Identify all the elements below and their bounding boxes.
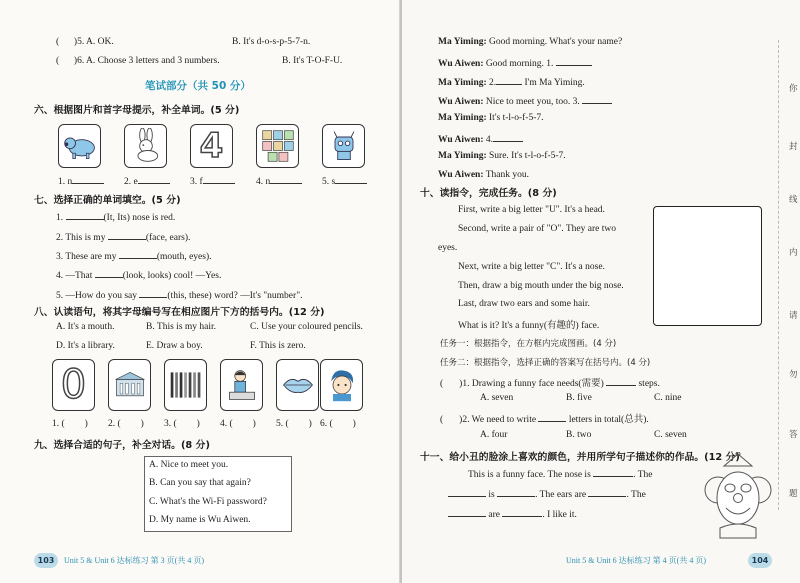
dialogue-line-3[interactable]: Ma Yiming: 2. I'm Ma Yiming. <box>438 75 585 88</box>
section6-answer-3[interactable]: 3. f <box>190 174 235 187</box>
number-four-glyph: 4 <box>199 126 224 166</box>
drawing-box[interactable] <box>653 206 762 326</box>
instruction-6: What is it? It's a funny(有趣的) face. <box>458 321 600 331</box>
section6-picture-1 <box>58 124 101 168</box>
side-notice-char-8: 题 <box>789 489 798 499</box>
side-notice-char-3: 线 <box>789 195 798 205</box>
robot-creature-icon <box>326 128 362 164</box>
mouth-lips-icon <box>280 367 316 403</box>
dialogue-line-7: Ma Yiming: Sure. It's t-l-o-f-5-7. <box>438 151 566 161</box>
task2-text: 任务二：根据指令，选择正确的答案写在括号内。(4 分) <box>440 358 651 368</box>
section8-option-f: F. This is zero. <box>250 341 306 351</box>
section6-answer-2[interactable]: 2. e <box>124 174 170 187</box>
section8-picture-5 <box>276 359 319 411</box>
section10-title: 十、读指令，完成任务。(8 分) <box>420 188 557 199</box>
section9-option-b: B. Can you say that again? <box>149 478 251 488</box>
dialogue-line-1: Ma Yiming: Good morning. What's your name? <box>438 37 623 47</box>
clown-face-icon <box>700 452 776 540</box>
clown-face-illustration[interactable] <box>700 452 776 540</box>
instruction-2-cont: eyes. <box>438 243 458 253</box>
section11-line-2[interactable]: is . The ears are . The <box>448 487 646 500</box>
section6-picture-4 <box>256 124 299 168</box>
section8-option-d: D. It's a library. <box>56 341 115 351</box>
number-zero-glyph: 0 <box>60 362 87 408</box>
section8-option-c: C. Use your coloured pencils. <box>250 322 363 332</box>
rabbit-ears-icon <box>128 128 164 164</box>
section6-picture-2 <box>124 124 167 168</box>
section6-answer-5[interactable]: 5. s <box>322 174 367 187</box>
q2-option-c: C. seven <box>654 430 687 440</box>
library-building-icon <box>112 367 148 403</box>
section9-title: 九、选择合适的句子，补全对话。(8 分) <box>34 440 210 451</box>
item-6: ( )6. A. Choose 3 letters and 3 numbers. <box>56 56 220 66</box>
item-6-option-b: B. It's T-O-F-U. <box>282 56 343 66</box>
section7-item-3[interactable]: 3. These are my (mouth, eyes). <box>56 249 212 262</box>
q2-option-b: B. two <box>566 430 592 440</box>
section8-picture-2 <box>108 359 151 411</box>
dialogue-line-2[interactable]: Wu Aiwen: Good morning. 1. <box>438 56 592 69</box>
task1-text: 任务一：根据指令，在方框内完成图画。(4 分) <box>440 339 617 349</box>
side-notice-char-1: 你 <box>789 84 798 94</box>
section8-bracket-2[interactable]: 2. ( ) <box>108 419 144 429</box>
coloured-pencils-icon <box>168 367 204 403</box>
section8-bracket-4[interactable]: 4. ( ) <box>220 419 256 429</box>
section8-bracket-5[interactable]: 5. ( ) <box>276 419 312 429</box>
side-notice-char-4: 内 <box>789 248 798 258</box>
section8-bracket-6[interactable]: 6. ( ) <box>320 419 356 429</box>
dialogue-line-5: Ma Yiming: It's t-l-o-f-5-7. <box>438 113 544 123</box>
task2-question-1[interactable]: ( )1. Drawing a funny face needs(需要) steps. <box>440 375 660 389</box>
side-notice-char-2: 封 <box>789 142 798 152</box>
item-5: ( )5. A. OK. <box>56 37 114 47</box>
side-notice-char-7: 答 <box>789 430 798 440</box>
section7-item-4[interactable]: 4. —That (look, looks) cool! —Yes. <box>56 268 221 281</box>
q1-option-a: A. seven <box>480 393 514 403</box>
section6-answer-1[interactable]: 1. n <box>58 174 104 187</box>
section9-option-d: D. My name is Wu Aiwen. <box>149 515 251 525</box>
boy-hair-icon <box>324 367 360 403</box>
instruction-5: Last, draw two ears and some hair. <box>458 299 590 309</box>
section7-title: 七、选择正确的单词填空。(5 分) <box>34 195 181 206</box>
side-notice-char-5: 请 <box>789 311 798 321</box>
section9-option-c: C. What's the Wi-Fi password? <box>149 497 267 507</box>
q2-option-a: A. four <box>480 430 508 440</box>
section8-picture-6 <box>320 359 363 411</box>
binding-dash-line <box>778 40 779 510</box>
instruction-3: Next, write a big letter "C". It's a nose. <box>458 262 605 272</box>
section8-option-e: E. Draw a boy. <box>146 341 203 351</box>
section8-option-b: B. This is my hair. <box>146 322 217 332</box>
left-footer-text: Unit 5 & Unit 6 达标练习 第 3 页(共 4 页) <box>64 556 204 565</box>
section8-bracket-3[interactable]: 3. ( ) <box>164 419 200 429</box>
section11-line-3[interactable]: are . I like it. <box>448 507 577 520</box>
right-page-number: 104 <box>748 553 772 568</box>
section9-option-a: A. Nice to meet you. <box>149 460 229 470</box>
boy-drawing-icon <box>224 367 260 403</box>
section8-title: 八、认读语句，将其字母编号写在相应图片下方的括号内。(12 分) <box>34 307 325 318</box>
dialogue-line-8: Wu Aiwen: Thank you. <box>438 170 529 180</box>
dialogue-line-6[interactable]: Wu Aiwen: 4. <box>438 132 523 145</box>
dialogue-line-4[interactable]: Wu Aiwen: Nice to meet you, too. 3. <box>438 94 612 107</box>
section6-title: 六、根据图片和首字母提示，补全单词。(5 分) <box>34 105 240 116</box>
section8-bracket-1[interactable]: 1. ( ) <box>52 419 88 429</box>
section9-options-box <box>144 456 292 532</box>
section6-picture-3 <box>190 124 233 168</box>
instruction-2: Second, write a pair of "O". They are two <box>458 224 616 234</box>
section8-option-a: A. It's a mouth. <box>56 322 115 332</box>
section8-picture-3 <box>164 359 207 411</box>
right-footer-text: Unit 5 & Unit 6 达标练习 第 4 页(共 4 页) <box>566 556 706 565</box>
numbers-grid-icon <box>260 128 296 164</box>
item-5-option-b: B. It's d-o-s-p-5-7-n. <box>232 37 311 47</box>
left-page-number: 103 <box>34 553 58 568</box>
section6-picture-5 <box>322 124 365 168</box>
section8-picture-1 <box>52 359 95 411</box>
q1-option-b: B. five <box>566 393 592 403</box>
instruction-1: First, write a big letter "U". It's a head. <box>458 205 605 215</box>
section7-item-1[interactable]: 1. (It, Its) nose is red. <box>56 210 175 223</box>
section11-title: 十一、给小丑的脸涂上喜欢的颜色，并用所学句子描述你的作品。(12 分) <box>420 452 740 463</box>
written-part-title: 笔试部分（共 50 分） <box>145 80 251 92</box>
section6-answer-4[interactable]: 4. n <box>256 174 302 187</box>
task2-question-2[interactable]: ( )2. We need to write letters in total(总共). <box>440 411 649 425</box>
instruction-4: Then, draw a big mouth under the big nose. <box>458 281 624 291</box>
section7-item-2[interactable]: 2. This is my (face, ears). <box>56 230 190 243</box>
q1-option-c: C. nine <box>654 393 682 403</box>
section7-item-5[interactable]: 5. —How do you say (this, these) word? —It's "number". <box>56 288 302 301</box>
side-notice-char-6: 勿 <box>789 370 798 380</box>
section11-line-1[interactable]: This is a funny face. The nose is . The <box>468 467 653 480</box>
section8-picture-4 <box>220 359 263 411</box>
nose-animal-icon <box>62 128 98 164</box>
